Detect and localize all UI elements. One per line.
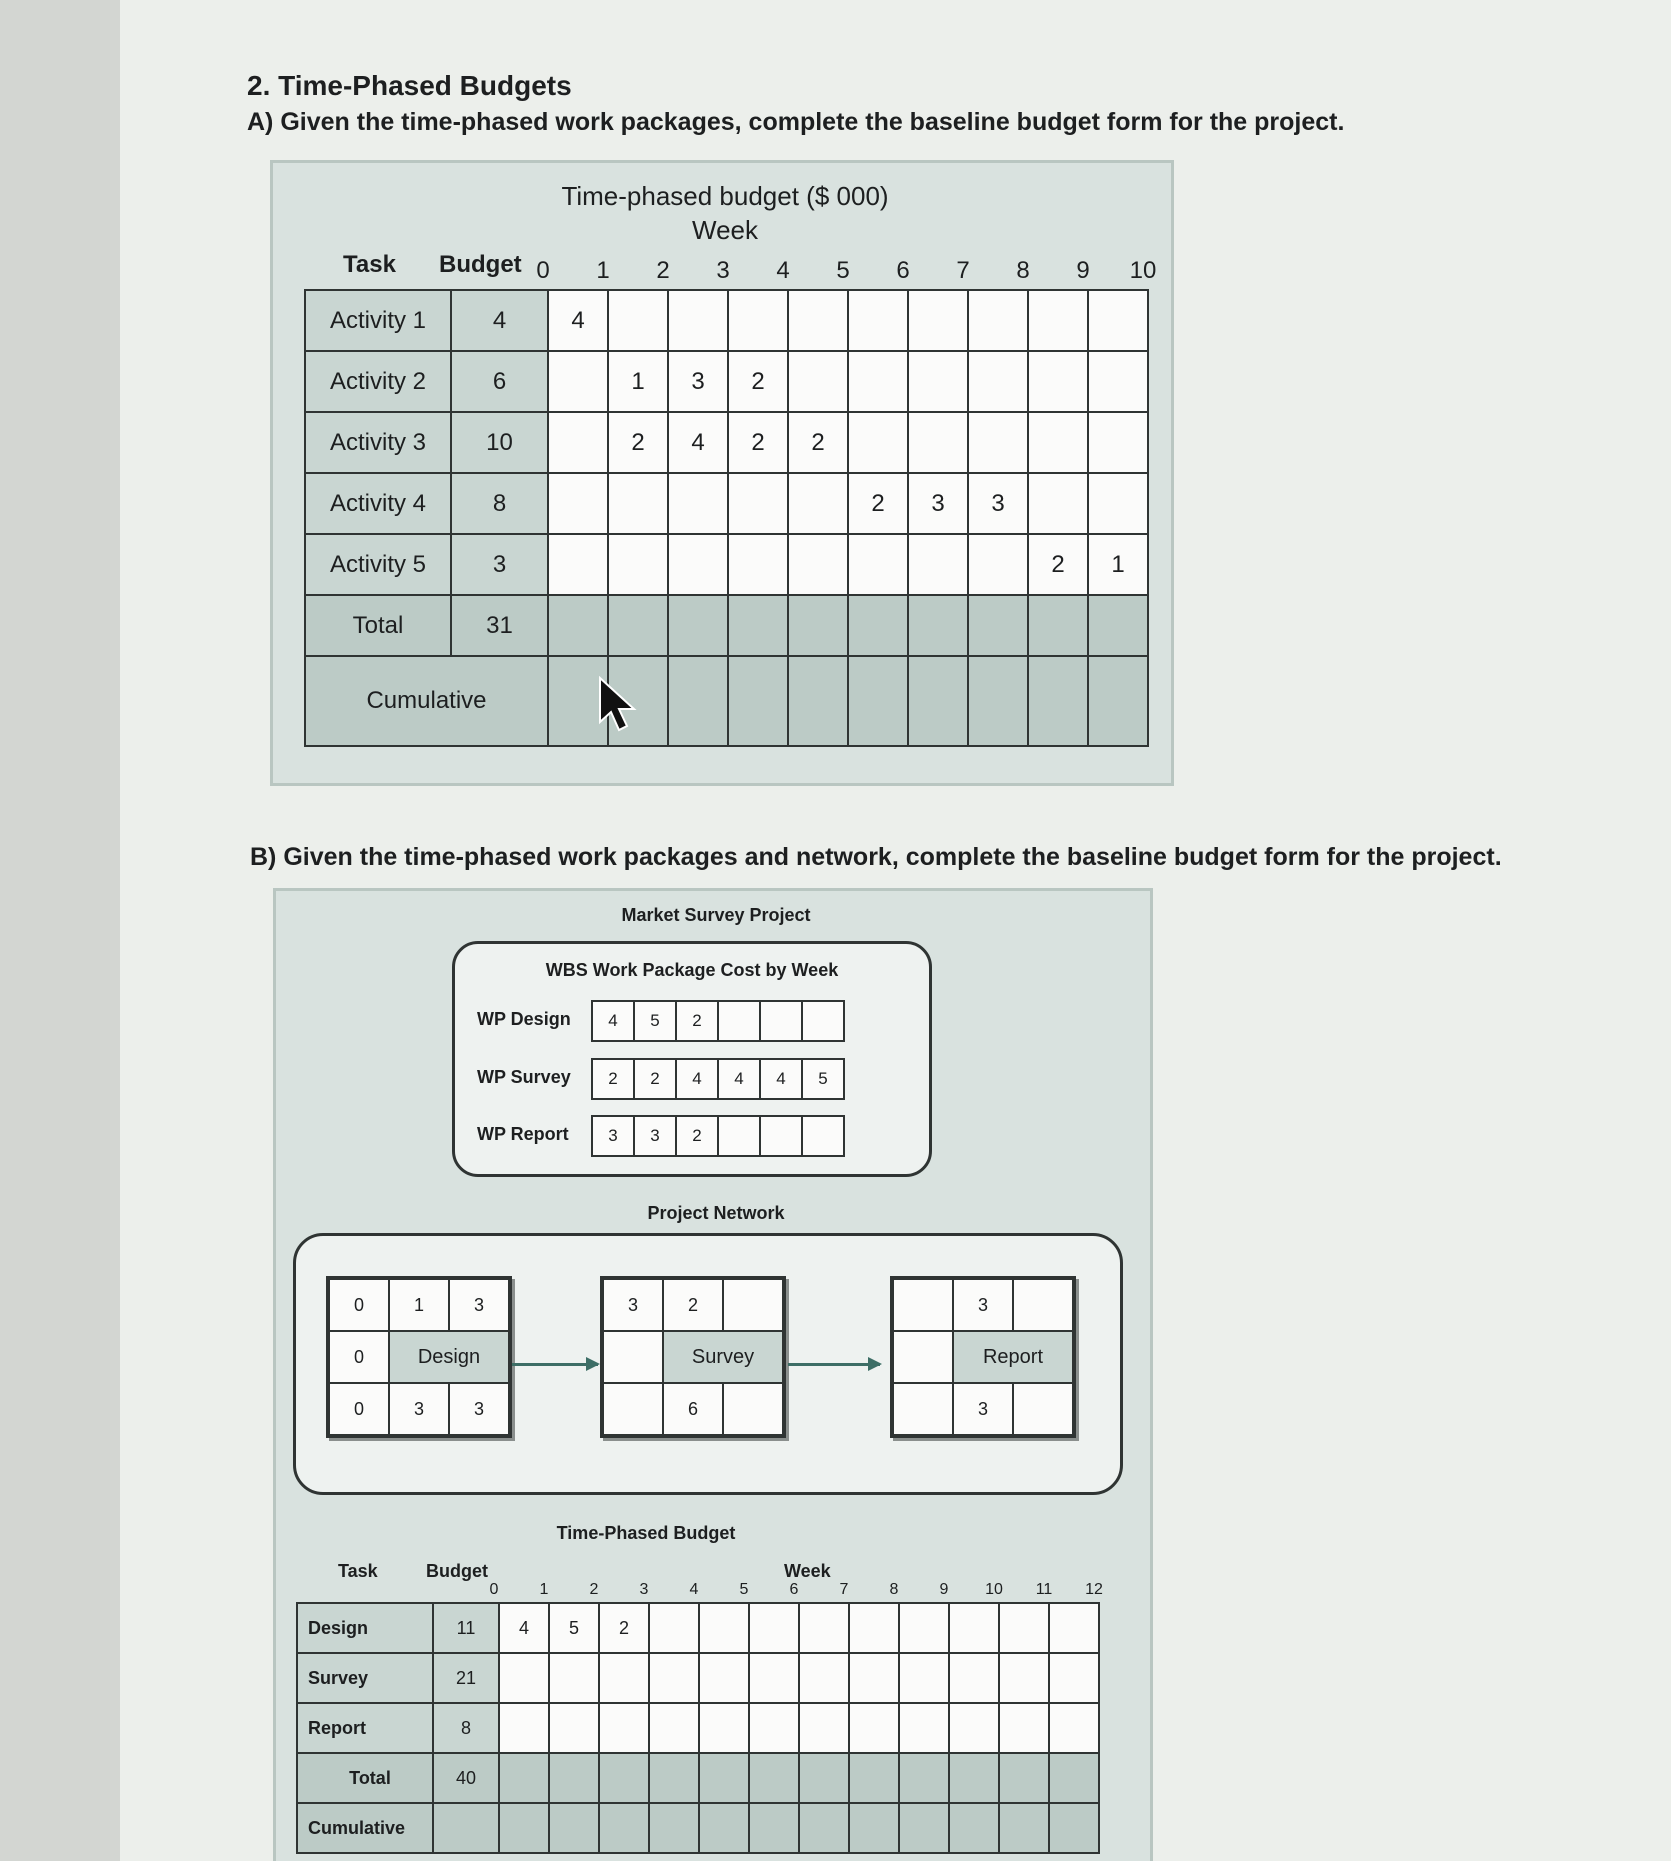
week-cell[interactable]: 1 — [608, 351, 668, 412]
week-cell[interactable] — [599, 1703, 649, 1753]
week-cell[interactable]: 2 — [728, 412, 788, 473]
wp-cost-cell — [760, 1116, 802, 1156]
wp-design-label: WP Design — [477, 1009, 571, 1029]
budget-value: 4 — [451, 290, 548, 351]
node-value — [893, 1331, 953, 1383]
week-tick-label: 6 — [789, 1581, 799, 1598]
week-cell[interactable] — [999, 1653, 1049, 1703]
cumulative-cell[interactable] — [728, 656, 788, 746]
week-cell[interactable] — [649, 1603, 699, 1653]
week-cell[interactable] — [649, 1653, 699, 1703]
week-cell[interactable] — [699, 1653, 749, 1703]
week-tick-label: 5 — [836, 257, 850, 284]
part-b-prompt: B) Given the time-phased work packages and network, complete the baseline budget form for the project. — [250, 843, 1502, 871]
week-cell[interactable] — [788, 351, 848, 412]
page-edge-shadow — [0, 0, 120, 1861]
cumulative-cell[interactable] — [1049, 1803, 1099, 1853]
total-cell[interactable] — [968, 595, 1028, 656]
budget-value: 6 — [451, 351, 548, 412]
node-value: 0 — [329, 1331, 389, 1383]
wp-cost-cell: 2 — [676, 1116, 718, 1156]
week-cell[interactable] — [548, 473, 608, 534]
cumulative-cell[interactable] — [749, 1803, 799, 1853]
part-a-row — [305, 412, 1148, 473]
week-cell[interactable]: 3 — [668, 351, 728, 412]
part-b-table — [296, 1602, 1100, 1854]
task-label: Activity 5 — [305, 534, 451, 595]
week-cell[interactable] — [548, 534, 608, 595]
task-label: Report — [297, 1703, 433, 1753]
cumulative-cell[interactable] — [549, 1803, 599, 1853]
total-cell[interactable] — [749, 1753, 799, 1803]
week-cell[interactable] — [788, 290, 848, 351]
week-cell[interactable]: 3 — [968, 473, 1028, 534]
total-cell[interactable] — [788, 595, 848, 656]
total-cell[interactable] — [699, 1753, 749, 1803]
part-b-cumulative-row — [297, 1803, 1099, 1853]
wp-cost-cell: 3 — [634, 1116, 676, 1156]
week-cell[interactable] — [548, 412, 608, 473]
cumulative-cell[interactable] — [499, 1803, 549, 1853]
week-tick-label: 8 — [889, 1581, 899, 1598]
wp-design-costs — [591, 1000, 845, 1042]
week-cell[interactable] — [799, 1653, 849, 1703]
part-a-task-header: Task — [343, 251, 396, 278]
node-value: 3 — [449, 1279, 509, 1331]
week-cell[interactable] — [1028, 473, 1088, 534]
week-cell[interactable] — [799, 1603, 849, 1653]
cumulative-cell[interactable] — [848, 656, 908, 746]
week-cell[interactable] — [1049, 1603, 1099, 1653]
part-a-row — [305, 534, 1148, 595]
node-name: Design — [389, 1331, 509, 1383]
week-cell[interactable] — [908, 534, 968, 595]
week-cell[interactable]: 2 — [599, 1603, 649, 1653]
cumulative-cell[interactable] — [1028, 656, 1088, 746]
part-b-task-header: Task — [338, 1561, 378, 1581]
week-cell[interactable] — [668, 534, 728, 595]
week-cell[interactable] — [999, 1603, 1049, 1653]
week-tick-label: 6 — [896, 257, 910, 284]
week-tick-label: 1 — [539, 1581, 549, 1598]
node-value — [1013, 1279, 1073, 1331]
week-cell[interactable] — [1088, 473, 1148, 534]
total-cell[interactable] — [649, 1753, 699, 1803]
week-tick-label: 2 — [656, 257, 670, 284]
wp-survey-costs — [591, 1058, 845, 1100]
week-tick-label: 2 — [589, 1581, 599, 1598]
week-cell[interactable] — [549, 1703, 599, 1753]
week-cell[interactable] — [649, 1703, 699, 1753]
total-cell[interactable] — [849, 1753, 899, 1803]
week-cell[interactable] — [899, 1603, 949, 1653]
week-cell[interactable] — [949, 1703, 999, 1753]
task-label: Activity 2 — [305, 351, 451, 412]
total-cell[interactable] — [848, 595, 908, 656]
week-cell[interactable]: 4 — [499, 1603, 549, 1653]
wp-cost-cell — [760, 1001, 802, 1041]
total-value: 40 — [433, 1753, 499, 1803]
task-label: Activity 4 — [305, 473, 451, 534]
cumulative-cell[interactable] — [999, 1803, 1049, 1853]
week-tick-label: 9 — [1076, 257, 1090, 284]
total-cell[interactable] — [608, 595, 668, 656]
total-cell[interactable] — [908, 595, 968, 656]
cumulative-cell[interactable] — [968, 656, 1028, 746]
part-a-row — [305, 351, 1148, 412]
total-cell[interactable] — [668, 595, 728, 656]
week-cell[interactable] — [848, 351, 908, 412]
week-cell[interactable] — [699, 1603, 749, 1653]
week-cell[interactable] — [1088, 351, 1148, 412]
week-cell[interactable] — [1088, 412, 1148, 473]
week-cell[interactable] — [1028, 351, 1088, 412]
week-cell[interactable] — [968, 290, 1028, 351]
wp-cost-cell: 4 — [592, 1001, 634, 1041]
week-cell[interactable]: 2 — [1028, 534, 1088, 595]
week-cell[interactable] — [849, 1653, 899, 1703]
node-name: Survey — [663, 1331, 783, 1383]
week-cell[interactable] — [908, 351, 968, 412]
part-a-budget-header: Budget — [439, 251, 522, 278]
week-tick-label: 10 — [1129, 257, 1157, 284]
cumulative-cell[interactable] — [799, 1803, 849, 1853]
week-cell[interactable] — [608, 290, 668, 351]
week-cell[interactable]: 5 — [549, 1603, 599, 1653]
part-b-row — [297, 1603, 1099, 1653]
total-cell[interactable] — [1049, 1753, 1099, 1803]
part-b-week-label: Week — [784, 1561, 831, 1581]
week-cell[interactable]: 4 — [548, 290, 608, 351]
week-cell[interactable]: 2 — [788, 412, 848, 473]
part-a-budget-form — [270, 160, 1174, 786]
project-title: Market Survey Project — [621, 905, 811, 925]
week-cell[interactable] — [999, 1703, 1049, 1753]
budget-value: 8 — [451, 473, 548, 534]
cumulative-cell[interactable] — [949, 1803, 999, 1853]
budget-value: 10 — [451, 412, 548, 473]
wp-cost-cell — [802, 1001, 844, 1041]
node-value: 3 — [389, 1383, 449, 1435]
node-value: 3 — [603, 1279, 663, 1331]
week-cell[interactable] — [949, 1653, 999, 1703]
week-cell[interactable] — [788, 473, 848, 534]
week-tick-label: 8 — [1016, 257, 1030, 284]
week-tick-label: 10 — [985, 1581, 1003, 1598]
total-label: Total — [297, 1753, 433, 1803]
wp-cost-cell — [718, 1001, 760, 1041]
week-cell[interactable] — [549, 1653, 599, 1703]
week-tick-label: 7 — [839, 1581, 849, 1598]
week-cell[interactable]: 2 — [848, 473, 908, 534]
week-cell[interactable] — [668, 473, 728, 534]
week-tick-label: 11 — [1035, 1581, 1053, 1598]
week-cell[interactable] — [599, 1653, 649, 1703]
week-cell[interactable]: 4 — [668, 412, 728, 473]
node-value: 1 — [389, 1279, 449, 1331]
wp-cost-cell: 4 — [760, 1059, 802, 1099]
node-value — [893, 1383, 953, 1435]
node-value — [603, 1331, 663, 1383]
node-value: 6 — [663, 1383, 723, 1435]
week-tick-label: 3 — [639, 1581, 649, 1598]
week-cell[interactable] — [1049, 1653, 1099, 1703]
mouse-pointer-icon — [598, 676, 642, 734]
week-tick-label: 0 — [489, 1581, 499, 1598]
task-label: Survey — [297, 1653, 433, 1703]
total-cell[interactable] — [728, 595, 788, 656]
total-cell[interactable] — [499, 1753, 549, 1803]
week-cell[interactable] — [968, 412, 1028, 473]
node-value: 3 — [953, 1383, 1013, 1435]
wp-cost-cell: 5 — [802, 1059, 844, 1099]
week-tick-label: 7 — [956, 257, 970, 284]
week-cell[interactable] — [968, 534, 1028, 595]
task-label: Activity 3 — [305, 412, 451, 473]
wp-cost-cell: 2 — [676, 1001, 718, 1041]
wp-cost-cell: 3 — [592, 1116, 634, 1156]
total-cell[interactable] — [999, 1753, 1049, 1803]
total-cell[interactable] — [1088, 595, 1148, 656]
week-tick-label: 4 — [776, 257, 790, 284]
part-a-total-row — [305, 595, 1148, 656]
week-cell[interactable] — [848, 290, 908, 351]
cumulative-cell[interactable] — [908, 656, 968, 746]
week-cell[interactable] — [728, 534, 788, 595]
part-a-caption: Time-phased budget ($ 000) — [561, 181, 889, 211]
week-cell[interactable]: 2 — [728, 351, 788, 412]
wp-cost-cell — [718, 1116, 760, 1156]
project-network — [293, 1233, 1123, 1495]
network-node-design — [326, 1276, 512, 1438]
wp-cost-cell — [802, 1116, 844, 1156]
node-value: 0 — [329, 1383, 389, 1435]
total-cell[interactable] — [899, 1753, 949, 1803]
total-cell[interactable] — [599, 1753, 649, 1803]
week-cell[interactable] — [749, 1653, 799, 1703]
week-cell[interactable]: 3 — [908, 473, 968, 534]
part-b-budget-header: Budget — [426, 1561, 488, 1581]
week-cell[interactable] — [749, 1703, 799, 1753]
week-tick-label: 4 — [689, 1581, 699, 1598]
budget-value: 21 — [433, 1653, 499, 1703]
part-b-budget-form — [273, 888, 1153, 1861]
week-cell[interactable] — [499, 1703, 549, 1753]
network-arrow — [788, 1363, 880, 1366]
week-tick-label: 12 — [1085, 1581, 1103, 1598]
total-cell[interactable] — [548, 595, 608, 656]
part-b-row — [297, 1653, 1099, 1703]
week-cell[interactable] — [849, 1703, 899, 1753]
node-value: 3 — [953, 1279, 1013, 1331]
part-b-row — [297, 1703, 1099, 1753]
part-a-row — [305, 473, 1148, 534]
week-cell[interactable] — [799, 1703, 849, 1753]
node-value — [1013, 1383, 1073, 1435]
node-value — [893, 1279, 953, 1331]
wp-cost-cell: 2 — [592, 1059, 634, 1099]
cumulative-budget-cell — [433, 1803, 499, 1853]
cumulative-cell[interactable] — [788, 656, 848, 746]
node-value: 0 — [329, 1279, 389, 1331]
part-a-cumulative-row — [305, 656, 1148, 746]
total-cell[interactable] — [949, 1753, 999, 1803]
cumulative-cell[interactable] — [899, 1803, 949, 1853]
budget-value: 11 — [433, 1603, 499, 1653]
week-cell[interactable] — [848, 412, 908, 473]
week-cell[interactable] — [968, 351, 1028, 412]
part-a-table — [304, 289, 1149, 747]
cumulative-cell[interactable] — [849, 1803, 899, 1853]
week-cell[interactable] — [608, 534, 668, 595]
time-phased-budget-title: Time-Phased Budget — [556, 1523, 736, 1543]
week-cell[interactable] — [849, 1603, 899, 1653]
wp-cost-cell: 5 — [634, 1001, 676, 1041]
part-a-row — [305, 290, 1148, 351]
cumulative-cell[interactable] — [599, 1803, 649, 1853]
week-cell[interactable] — [949, 1603, 999, 1653]
week-tick-label: 1 — [596, 257, 610, 284]
week-cell[interactable] — [728, 290, 788, 351]
week-cell[interactable] — [1049, 1703, 1099, 1753]
wp-cost-cell: 4 — [676, 1059, 718, 1099]
total-cell[interactable] — [799, 1753, 849, 1803]
total-label: Total — [305, 595, 451, 656]
part-a-prompt: A) Given the time-phased work packages, complete the baseline budget form for the project. — [247, 108, 1345, 136]
week-cell[interactable] — [608, 473, 668, 534]
task-label: Design — [297, 1603, 433, 1653]
network-title: Project Network — [647, 1203, 785, 1223]
node-value — [603, 1383, 663, 1435]
total-cell[interactable] — [549, 1753, 599, 1803]
wbs-title: WBS Work Package Cost by Week — [545, 960, 839, 980]
week-tick-label: 3 — [716, 257, 730, 284]
week-cell[interactable] — [499, 1653, 549, 1703]
node-name: Report — [953, 1331, 1073, 1383]
week-tick-label: 9 — [939, 1581, 949, 1598]
week-cell[interactable] — [668, 290, 728, 351]
task-label: Activity 1 — [305, 290, 451, 351]
question-title: 2. Time-Phased Budgets — [247, 70, 572, 101]
week-cell[interactable] — [908, 412, 968, 473]
wp-report-costs — [591, 1115, 845, 1157]
week-cell[interactable] — [848, 534, 908, 595]
week-tick-label: 0 — [536, 257, 550, 284]
cumulative-cell[interactable] — [668, 656, 728, 746]
wbs-cost-box — [452, 941, 932, 1177]
node-value — [723, 1383, 783, 1435]
week-cell[interactable] — [728, 473, 788, 534]
week-cell[interactable] — [1088, 290, 1148, 351]
node-value: 2 — [663, 1279, 723, 1331]
part-a-week-label: Week — [692, 215, 758, 245]
cumulative-label: Cumulative — [297, 1803, 433, 1853]
wp-survey-label: WP Survey — [477, 1067, 571, 1087]
part-b-total-row — [297, 1753, 1099, 1803]
week-cell[interactable] — [1028, 412, 1088, 473]
wp-cost-cell: 4 — [718, 1059, 760, 1099]
wp-cost-cell: 2 — [634, 1059, 676, 1099]
cumulative-cell[interactable] — [649, 1803, 699, 1853]
cumulative-cell[interactable] — [699, 1803, 749, 1853]
week-cell[interactable] — [548, 351, 608, 412]
week-cell[interactable] — [908, 290, 968, 351]
wp-report-label: WP Report — [477, 1124, 569, 1144]
week-cell[interactable] — [1028, 290, 1088, 351]
network-arrow — [512, 1363, 598, 1366]
week-cell[interactable] — [899, 1703, 949, 1753]
network-node-report — [890, 1276, 1076, 1438]
week-cell[interactable]: 1 — [1088, 534, 1148, 595]
node-value: 3 — [449, 1383, 509, 1435]
cumulative-cell[interactable] — [1088, 656, 1148, 746]
week-tick-label: 5 — [739, 1581, 749, 1598]
total-value: 31 — [451, 595, 548, 656]
budget-value: 8 — [433, 1703, 499, 1753]
cumulative-label: Cumulative — [305, 656, 548, 746]
week-cell[interactable] — [749, 1603, 799, 1653]
budget-value: 3 — [451, 534, 548, 595]
total-cell[interactable] — [1028, 595, 1088, 656]
network-node-survey — [600, 1276, 786, 1438]
week-cell[interactable] — [899, 1653, 949, 1703]
week-cell[interactable]: 2 — [608, 412, 668, 473]
week-cell[interactable] — [788, 534, 848, 595]
node-value — [723, 1279, 783, 1331]
week-cell[interactable] — [699, 1703, 749, 1753]
